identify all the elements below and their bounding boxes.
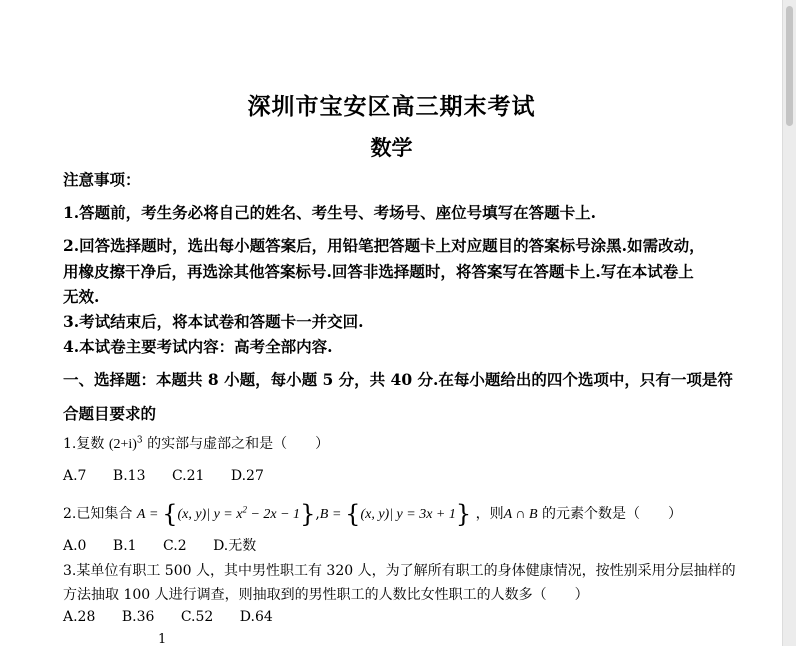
q2-set-a-left: (x, y)| y = x [177,507,243,522]
q2-suffix-expr: A ∩ B [503,507,538,522]
q3-option-b: B.36 [121,609,155,625]
left-brace-icon: { [162,500,178,528]
section-heading-line-2: 合题目要求的 [63,404,157,423]
notice-item-2-line-1: 2.回答选择题时，选出每小题答案后，用铅笔把答题卡上对应题目的答案标号涂黑.如需改动， [63,236,705,255]
q2-option-c: C.2 [163,538,187,554]
question-1 [63,433,329,453]
notice-item-1: 1.答题前，考生务必将自己的姓名、考生号、考场号、座位号填写在答题卡上. [63,203,597,222]
q2-set-a-right: − 2x − 1 [246,507,301,522]
right-brace-icon: } [300,500,316,528]
q2-option-a: A.0 [63,538,87,554]
q1-option-b: B.13 [112,468,146,484]
question-1-options [63,468,286,484]
q2-prefix: 2.已知集合 [63,506,133,522]
q1-option-a: A.7 [63,468,87,484]
notice-item-4: 4.本试卷主要考试内容：高考全部内容. [63,337,333,356]
scrollbar-thumb[interactable] [786,6,793,126]
question-4-fraction-numerator: 1 [158,632,167,646]
q2-set-a-name: A [136,507,146,522]
question-2: 2.已知集合 A = {(x, y)| $y = x^2 - 2x - 1\},B = \{(x$, y)| y = 3x + 1} ，则A ∩ B 的元素个数是（ ） [63,500,683,528]
q1-suffix: 的实部与虚部之和是（ ） [147,436,330,452]
page-title: 深圳市宝安区高三期末考试 [247,93,536,120]
notice-item-2-line-3: 无效. [63,287,100,306]
q2-set-b-body: (x, y)| y = 3x + 1 [360,507,456,522]
q2-option-d: D.无数 [213,538,257,554]
q2-suffix-post: 的元素个数是（ ） [542,506,683,522]
q3-option-d: D.64 [239,609,273,625]
question-3-line-2: 方法抽取 100 人进行调查，则抽取到的男性职工的人数比女性职工的人数多（ ） [63,587,589,603]
q2-set-a-exponent: 2 [242,504,247,515]
q1-option-d: D.27 [230,468,264,484]
subject-title: 数学 [370,135,413,160]
notice-item-3: 3.考试结束后，将本试卷和答题卡一并交回. [63,312,364,331]
q3-option-a: A.28 [63,609,96,625]
question-2-options [63,535,278,555]
section-heading-line-1: 一、选择题：本题共 8 小题，每小题 5 分，共 40 分.在每小题给出的四个选项中，只有一项是符 [63,370,733,389]
question-3-line-1: 3.某单位有职工 500 人，其中男性职工有 320 人，为了解所有职工的身体健康情况，按性别采用分层抽样的 [63,563,736,579]
vertical-scrollbar[interactable] [782,0,796,646]
q3-option-c: C.52 [180,609,214,625]
q2-suffix-pre: ，则 [475,506,504,522]
left-brace-icon: { [345,500,361,528]
q2-option-b: B.1 [112,538,137,554]
q1-expression: (2+i) [108,437,137,452]
notice-heading: 注意事项： [63,170,141,189]
q2-set-b-name: B [319,507,329,522]
q1-exponent: 3 [136,435,143,446]
q1-option-c: C.21 [171,468,205,484]
right-brace-icon: } [455,500,472,528]
notice-item-2-line-2: 用橡皮擦干净后，再选涂其他答案标号.回答非选择题时，将答案写在答题卡上.写在本试卷上 [63,262,694,281]
q1-prefix: 1.复数 [63,436,105,452]
question-3-options [63,609,295,625]
